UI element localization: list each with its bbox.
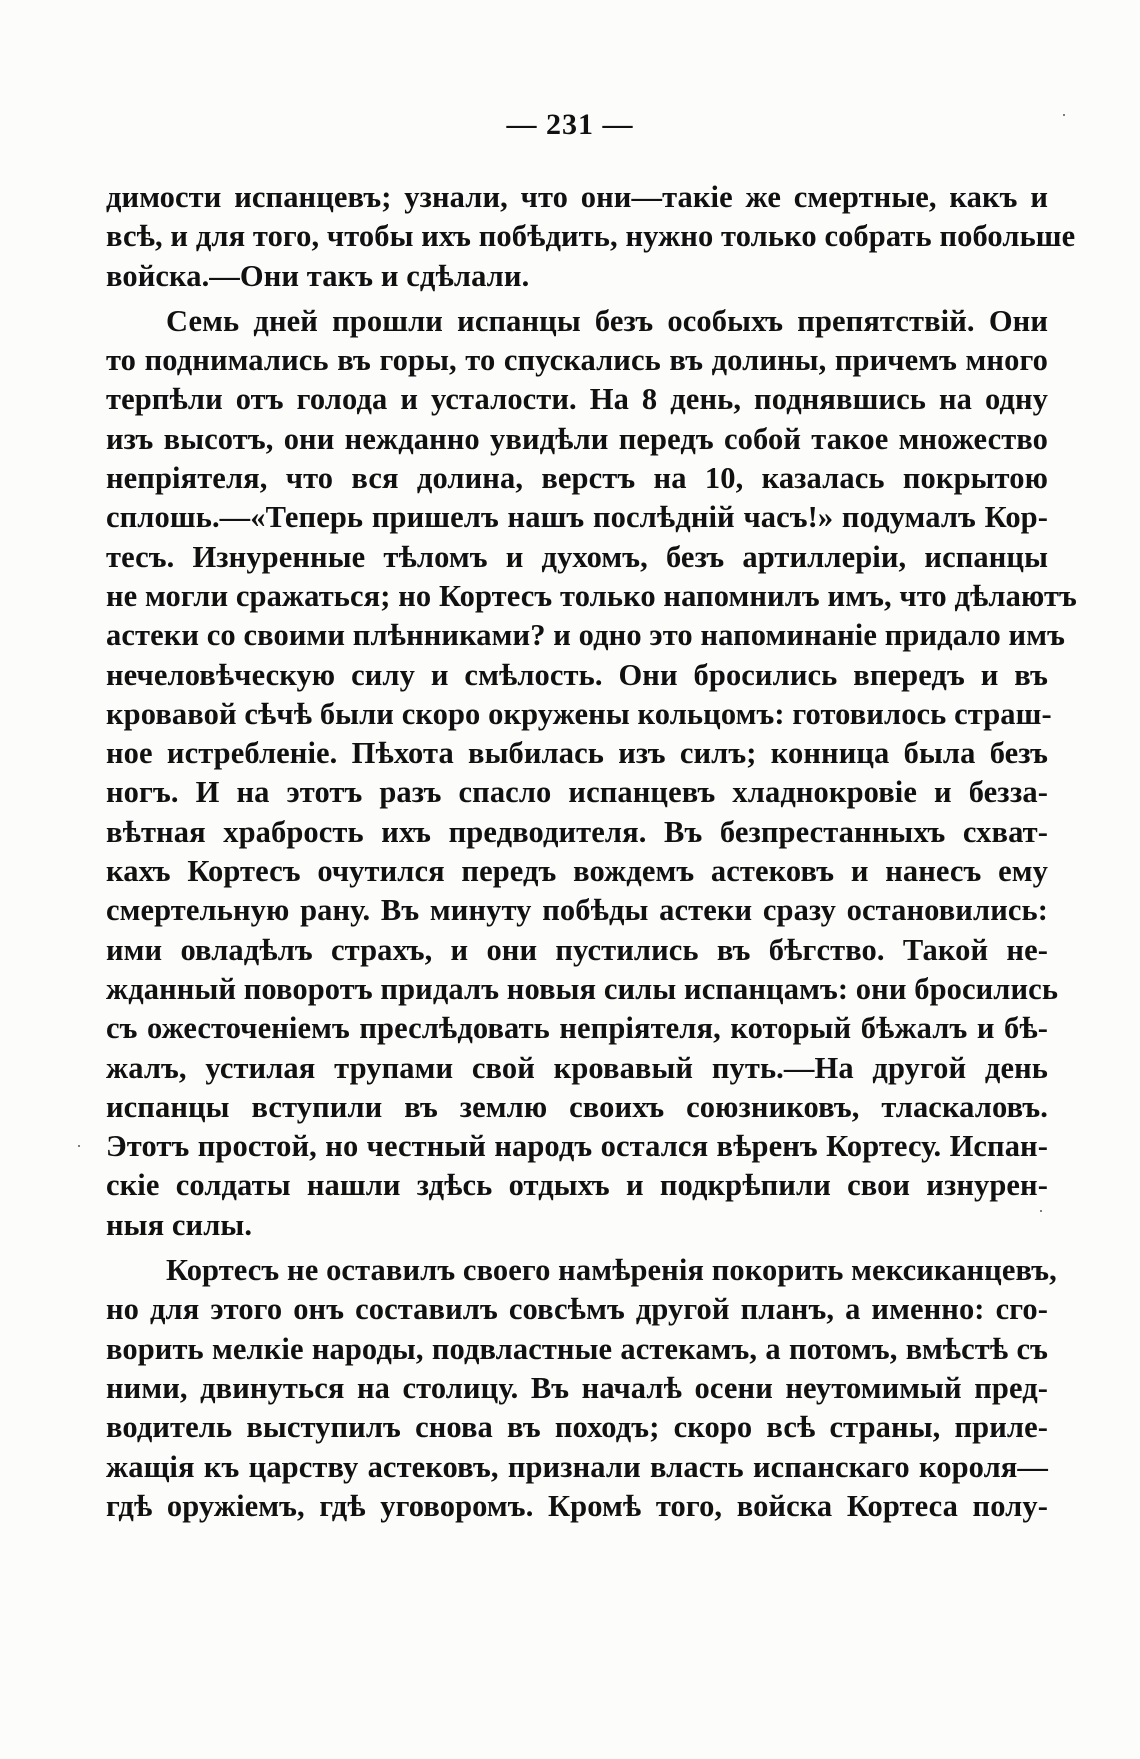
text-line: то поднимались въ горы, то спускались въ долины, причемъ много: [106, 343, 1048, 378]
scan-speck: [1040, 1210, 1042, 1212]
text-line: Этотъ простой, но честный народъ остался вѣренъ Кортесу. Испан-: [106, 1129, 1048, 1164]
text-line: ими овладѣлъ страхъ, и они пустились въ бѣгство. Такой не-: [106, 932, 1048, 967]
text-line: водитель выступилъ снова въ походъ; скоро всѣ страны, приле-: [106, 1410, 1048, 1445]
text-line: ныя силы.: [106, 1207, 253, 1242]
text-line: жалъ, устилая трупами свой кровавый путь.—На другой день: [106, 1050, 1048, 1085]
text-line: ними, двинуться на столицу. Въ началѣ осени неутомимый пред-: [106, 1370, 1048, 1405]
text-line: но для этого онъ составилъ совсѣмъ другой планъ, а именно: сго-: [106, 1292, 1048, 1327]
text-line: жащія къ царству астековъ, признали власть испанскаго короля—: [106, 1449, 1048, 1484]
page-body: [106, 178, 1077, 1526]
text-line: испанцы вступили въ землю своихъ союзниковъ, тласкаловъ.: [106, 1089, 1048, 1124]
paragraph-3: [106, 1251, 1057, 1526]
text-line: Кортесъ не оставилъ своего намѣренія покорить мексиканцевъ,: [166, 1253, 1057, 1288]
text-line: жданный поворотъ придалъ новыя силы испанцамъ: они бросились: [106, 971, 1059, 1006]
text-line: Семь дней прошли испанцы безъ особыхъ препятствій. Они: [166, 303, 1048, 338]
text-line: ное истребленіе. Пѣхота выбилась изъ силъ; конница была безъ: [106, 736, 1048, 771]
text-line: терпѣли отъ голода и усталости. На 8 день, поднявшись на одну: [106, 382, 1048, 417]
paragraph-1: [106, 178, 1076, 296]
text-line: кахъ Кортесъ очутился передъ вождемъ астековъ и нанесъ ему: [106, 854, 1048, 889]
text-line: нечеловѣческую силу и смѣлость. Они бросились впередъ и въ: [106, 657, 1048, 692]
text-line: съ ожесточеніемъ преслѣдовать непріятеля, который бѣжалъ и бѣ-: [106, 1011, 1048, 1046]
page-number: — 231 —: [506, 108, 634, 141]
scan-speck: [1063, 114, 1065, 116]
text-line: вѣтная храбрость ихъ предводителя. Въ безпрестанныхъ схват-: [106, 814, 1048, 849]
text-line: смертельную рану. Въ минуту побѣды астеки сразу остановились:: [106, 893, 1048, 928]
scan-speck: [78, 1145, 80, 1147]
text-line: сплошь.—«Теперь пришелъ нашъ послѣдній часъ!» подумалъ Кор-: [106, 500, 1048, 535]
text-line: всѣ, и для того, чтобы ихъ побѣдить, нужно только собрать побольше: [106, 219, 1076, 254]
text-line: астеки со своими плѣнниками? и одно это напоминаніе придало имъ: [106, 618, 1065, 653]
text-line: непріятеля, что вся долина, верстъ на 10, казалась покрытою: [106, 461, 1048, 496]
text-line: гдѣ оружіемъ, гдѣ уговоромъ. Кромѣ того, войска Кортеса полу-: [106, 1488, 1048, 1523]
text-line: не могли сражаться; но Кортесъ только напомнилъ имъ, что дѣлаютъ: [106, 578, 1077, 613]
text-line: кровавой сѣчѣ были скоро окружены кольцомъ: готовилось страш-: [106, 696, 1052, 731]
text-line: тесъ. Изнуренные тѣломъ и духомъ, безъ артиллеріи, испанцы: [106, 539, 1048, 574]
text-line: войска.—Они такъ и сдѣлали.: [106, 258, 530, 293]
paragraph-2: [106, 302, 1077, 1245]
text-line: изъ высотъ, они нежданно увидѣли передъ собой такое множество: [106, 421, 1048, 456]
text-line: ворить мелкіе народы, подвластные астекамъ, а потомъ, вмѣстѣ съ: [106, 1331, 1048, 1366]
text-line: димости испанцевъ; узнали, что они—такіе же смертные, какъ и: [106, 180, 1048, 214]
text-line: скіе солдаты нашли здѣсь отдыхъ и подкрѣпили свои изнурен-: [106, 1168, 1048, 1203]
text-line: ногъ. И на этотъ разъ спасло испанцевъ хладнокровіе и безза-: [106, 775, 1048, 810]
